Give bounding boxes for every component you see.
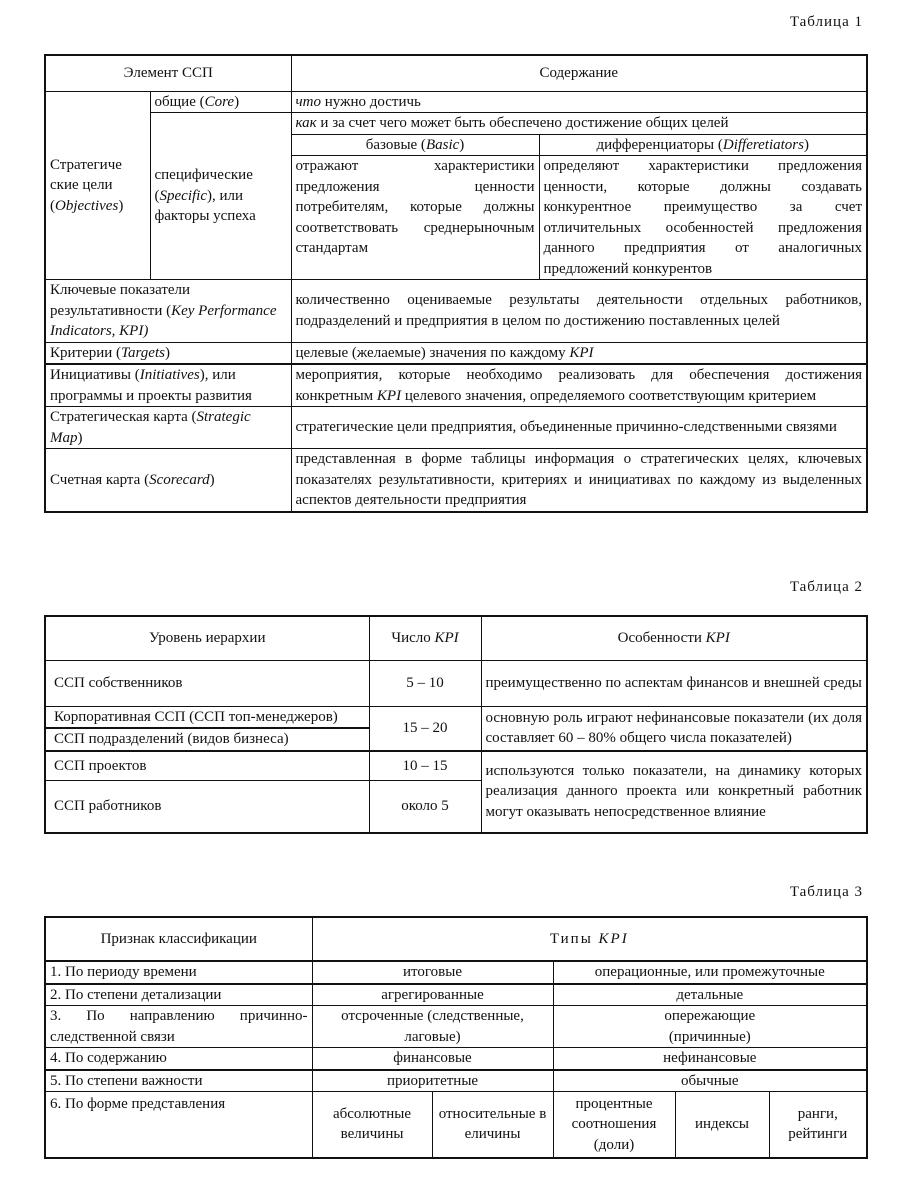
table2-header-row: [45, 616, 867, 660]
table-row: [45, 1092, 867, 1158]
level-cell: ССП работников: [45, 781, 369, 833]
table3-caption: Таблица 3: [789, 884, 863, 900]
row-initiatives: [45, 364, 867, 407]
how-content: как и за счет чего может быть обеспечено достижение общих целей: [291, 113, 867, 135]
type-a-cell: приоритетные: [312, 1070, 553, 1092]
map-text: стратегические цели предприятия, объединенные причинно-следственными связями: [291, 407, 867, 449]
map-label: Стратегическая карта (Strategic Map): [45, 407, 291, 449]
level-cell: Корпоративная ССП (ССП топ-менеджеров): [45, 706, 369, 728]
header-count: Число KPI: [369, 616, 481, 660]
type-a-cell: отсроченные (следственные, лаговые): [312, 1006, 553, 1048]
row-kpi: [45, 280, 867, 343]
table-row: [45, 1070, 867, 1092]
targets-text: целевые (желаемые) значения по каждому KPI: [291, 342, 867, 364]
sign-cell: 6. По форме представления: [45, 1092, 312, 1158]
basic-header: базовые (Basic): [291, 134, 539, 156]
table3-header-row: [45, 917, 867, 961]
basic-text: отражают характеристики предложения ценности потребителям, которые должны соответствовать среднерыночным стандартам: [291, 156, 539, 280]
type-b-cell: опережающие (причинные): [553, 1006, 867, 1048]
sign-cell: 1. По периоду времени: [45, 961, 312, 984]
core-label: общие (Core): [150, 91, 291, 113]
table2: [44, 615, 868, 834]
type-b-cell: детальные: [553, 984, 867, 1006]
table-row: [45, 961, 867, 984]
form-cell: процентные соотношения (доли): [553, 1092, 675, 1158]
form-cell: относительные величины: [432, 1092, 553, 1158]
row-scorecard: [45, 449, 867, 512]
type-a-cell: агрегированные: [312, 984, 553, 1006]
sign-cell: 3. По направлению причинно-следственной связи: [45, 1006, 312, 1048]
header-content: Содержание: [291, 55, 867, 91]
header-features: Особенности KPI: [481, 616, 867, 660]
row-core: [45, 91, 867, 113]
diff-text: определяют характеристики предложения ценности, которые должны создавать конкурентное преимущество за счет отличительных особенностей предложения данного предприятия от аналогичных предложений конкурентов: [539, 156, 867, 280]
specific-label: специфические (Specific), или факторы успеха: [150, 113, 291, 280]
type-a-cell: итоговые: [312, 961, 553, 984]
diff-header: дифференциаторы (Differetiators): [539, 134, 867, 156]
sign-cell: 5. По степени важности: [45, 1070, 312, 1092]
table1-caption: Таблица 1: [789, 14, 863, 30]
feature-cell: используются только показатели, на динамику которых реализация данного проекта или конкретный работник могут оказывать непосредственное влияние: [481, 751, 867, 833]
feature-cell: преимущественно по аспектам финансов и внешней среды: [481, 660, 867, 706]
sign-cell: 2. По степени детализации: [45, 984, 312, 1006]
header-types: Типы KPI: [312, 917, 867, 961]
header-element: Элемент ССП: [45, 55, 291, 91]
form-cell: абсолютные величины: [312, 1092, 432, 1158]
type-b-cell: операционные, или промежуточные: [553, 961, 867, 984]
initiatives-text: мероприятия, которые необходимо реализовать для обеспечения достижения конкретным KPI целевого значения, определяемого соответствующим критерием: [291, 364, 867, 407]
table-row: [45, 1048, 867, 1070]
table3: [44, 916, 868, 1159]
objectives-label: Стратегиче ские цели (Objectives): [45, 91, 150, 280]
header-sign: Признак классификации: [45, 917, 312, 961]
table1: [44, 54, 868, 513]
type-b-cell: нефинансовые: [553, 1048, 867, 1070]
table1-header-row: [45, 55, 867, 91]
row-map: [45, 407, 867, 449]
form-cell: индексы: [675, 1092, 769, 1158]
row-targets: [45, 342, 867, 364]
header-level: Уровень иерархии: [45, 616, 369, 660]
count-cell: 5 – 10: [369, 660, 481, 706]
level-cell: ССП собственников: [45, 660, 369, 706]
kpi-text: количественно оцениваемые результаты деятельности отдельных работников, подразделений и предприятия в целом по достижению поставленных целей: [291, 280, 867, 343]
table-row: [45, 706, 867, 728]
core-content: что нужно достичь: [291, 91, 867, 113]
form-cell: ранги, рейтинги: [769, 1092, 867, 1158]
level-cell: ССП подразделений (видов бизнеса): [45, 728, 369, 751]
sign-cell: 4. По содержанию: [45, 1048, 312, 1070]
row-how: [45, 113, 867, 135]
table-row: [45, 660, 867, 706]
targets-label: Критерии (Targets): [45, 342, 291, 364]
type-a-cell: финансовые: [312, 1048, 553, 1070]
table-row: [45, 751, 867, 781]
table-row: [45, 1006, 867, 1048]
initiatives-label: Инициативы (Initiatives), или программы и проекты развития: [45, 364, 291, 407]
count-cell: 15 – 20: [369, 706, 481, 751]
kpi-label: Ключевые показатели результативности (Key Performance Indicators, KPI): [45, 280, 291, 343]
level-cell: ССП проектов: [45, 751, 369, 781]
table-row: [45, 984, 867, 1006]
count-cell: 10 – 15: [369, 751, 481, 781]
count-cell: около 5: [369, 781, 481, 833]
feature-cell: основную роль играют нефинансовые показатели (их доля составляет 60 – 80% общего числа показателей): [481, 706, 867, 751]
scorecard-label: Счетная карта (Scorecard): [45, 449, 291, 512]
type-b-cell: обычные: [553, 1070, 867, 1092]
scorecard-text: представленная в форме таблицы информация о стратегических целях, ключевых показателях результативности, критериях и инициативах по каждому из выделенных аспектов деятельности предприятия: [291, 449, 867, 512]
table2-caption: Таблица 2: [789, 579, 863, 595]
